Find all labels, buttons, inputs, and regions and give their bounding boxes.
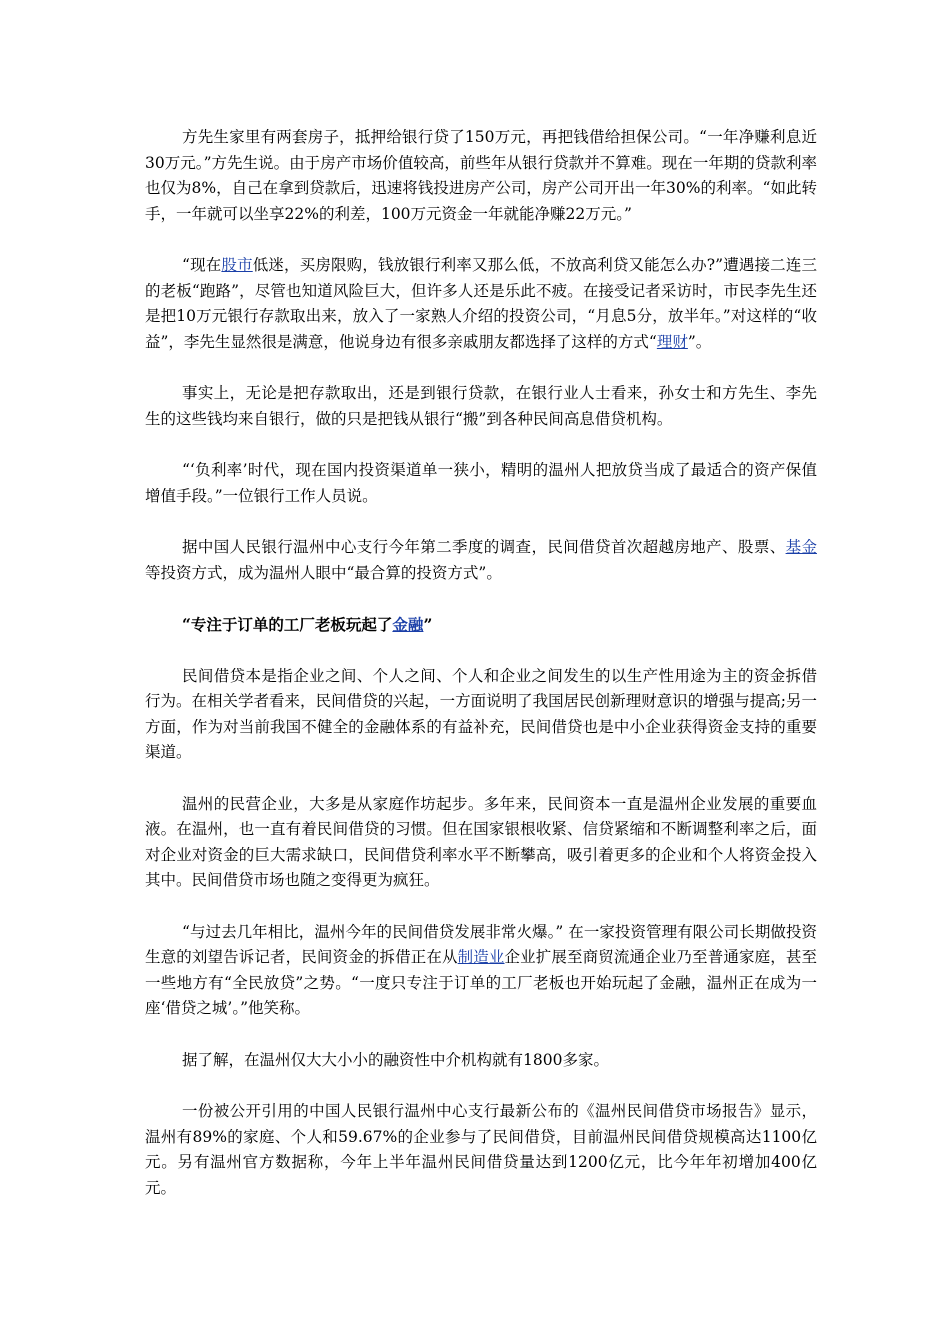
link-finance[interactable]: 金融	[392, 615, 424, 634]
paragraph-1: 方先生家里有两套房子，抵押给银行贷了150万元，再把钱借给担保公司。“一年净赚利息近30万元。”方先生说。由于房产市场价值较高，前些年从银行贷款并不算难。现在一年期的贷款利率也仅为8%，自己在拿到贷款后，迅速将钱投进房产公司，房产公司开出一年30%的利率。“如此转手，一年就可以坐享22%的利差，100万元资金一年就能净赚22万元。”	[145, 128, 817, 223]
paragraph-6: 民间借贷本是指企业之间、个人之间、个人和企业之间发生的以生产性用途为主的资金拆借行为。在相关学者看来，民间借贷的兴起，一方面说明了我国居民创新理财意识的增强与提高;另一方面，作为对当前我国不健全的金融体系的有益补充，民间借贷也是中小企业获得资金支持的重要渠道。	[145, 666, 817, 761]
paragraph-2-text-b: 低迷，买房限购，钱放银行利率又那么低，不放高利贷又能怎么办?”遭遇接二连三的老板“跑路”，尽管也知道风险巨大，但许多人还是乐此不疲。在接受记者采访时，市民李先生还是把10万元银行存款取出来，放入了一家熟人介绍的投资公司，“月息5分，放半年。”对这样的“收益”，李先生显然很是满意，他说身边有很多亲戚朋友都选择了这样的方式“	[145, 256, 817, 351]
paragraph-2-text-a: “现在	[182, 256, 222, 274]
link-wealth-management[interactable]: 理财	[656, 332, 688, 351]
paragraph-9: 据了解，在温州仅大大小小的融资性中介机构就有1800多家。	[182, 1050, 609, 1069]
paragraph-5	[145, 535, 817, 586]
link-manufacturing[interactable]: 制造业	[457, 948, 505, 966]
paragraph-5-text-a: 据中国人民银行温州中心支行今年第二季度的调查，民间借贷首次超越房地产、股票、	[182, 538, 786, 556]
document-page	[145, 125, 817, 1227]
paragraph-8-text-a: “与过去几年相比，温州今年的民间借贷发展非常火爆。” 在一家投资管理有限公司长期做投资生意的刘望告诉记者，民间资金的拆借正在从	[145, 922, 817, 966]
paragraph-4: “‘负利率’时代，现在国内投资渠道单一狭小，精明的温州人把放贷当成了最适合的资产保值增值手段。”一位银行工作人员说。	[145, 461, 817, 505]
link-stock-market[interactable]: 股市	[221, 256, 253, 274]
link-fund[interactable]: 基金	[785, 538, 817, 556]
paragraph-8-text-b: 企业扩展至商贸流通企业乃至普通家庭，甚至一些地方有“全民放贷”之势。“一度只专注于订单的工厂老板也开始玩起了金融，温州正在成为一座‘借贷之城’。”他笑称。	[145, 948, 817, 1017]
paragraph-2-text-c: ”。	[687, 332, 712, 351]
heading-text-b: ”	[423, 615, 433, 634]
heading-text-a: “专注于订单的工厂老板玩起了	[182, 615, 393, 634]
paragraph-2	[145, 253, 817, 355]
paragraph-3: 事实上，无论是把存款取出，还是到银行贷款，在银行业人士看来，孙女士和方先生、李先生的这些钱均来自银行，做的只是把钱从银行“搬”到各种民间高息借贷机构。	[145, 384, 817, 428]
paragraph-10: 一份被公开引用的中国人民银行温州中心支行最新公布的《温州民间借贷市场报告》显示，温州有89%的家庭、个人和59.67%的企业参与了民间借贷，目前温州民间借贷规模高达1100亿元。另有温州官方数据称，今年上半年温州民间借贷量达到1200亿元，比今年年初增加400亿元。	[145, 1102, 817, 1197]
paragraph-5-text-b: 等投资方式，成为温州人眼中“最合算的投资方式”。	[145, 563, 502, 582]
section-heading	[145, 612, 817, 638]
paragraph-8	[145, 920, 817, 1022]
paragraph-7: 温州的民营企业，大多是从家庭作坊起步。多年来，民间资本一直是温州企业发展的重要血液。在温州，也一直有着民间借贷的习惯。但在国家银根收紧、信贷紧缩和不断调整利率之后，面对企业对资金的巨大需求缺口，民间借贷利率水平不断攀高，吸引着更多的企业和个人将资金投入其中。民间借贷市场也随之变得更为疯狂。	[145, 794, 817, 889]
